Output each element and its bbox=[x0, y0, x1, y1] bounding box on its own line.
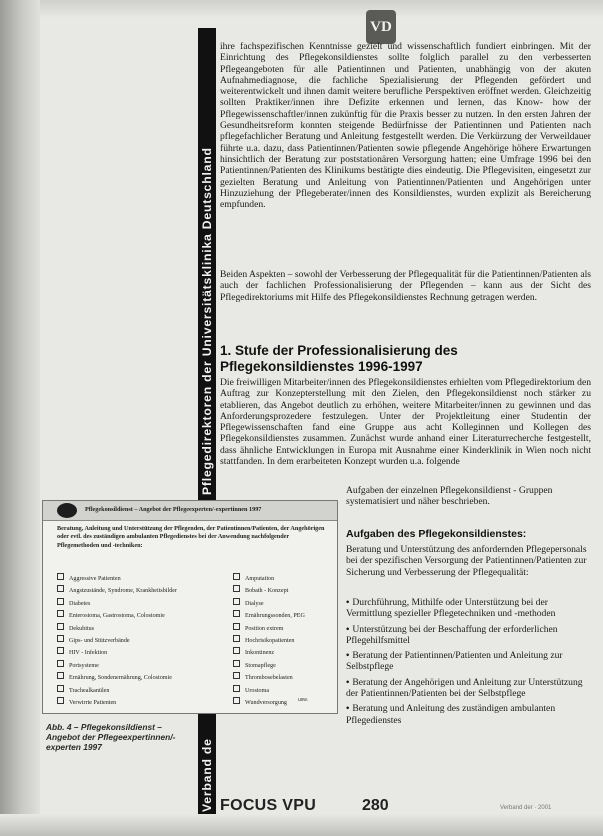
speech-bubble-icon bbox=[57, 503, 77, 518]
checkbox-icon bbox=[57, 660, 64, 667]
page-bottom-shadow bbox=[0, 814, 603, 836]
checkbox-icon bbox=[57, 697, 64, 704]
list-item: Wundversorgung bbox=[233, 697, 333, 709]
list-item: Stomapflege bbox=[233, 660, 333, 672]
figure-caption: Abb. 4 – Pflegekonsildienst – Angebot der Pflegeexpertinnen/-experten 1997 bbox=[46, 722, 176, 752]
list-item: Bobath - Konzept bbox=[233, 585, 333, 597]
page-number: 280 bbox=[362, 797, 389, 814]
list-item: HIV - Infektion bbox=[57, 647, 207, 659]
offer-box bbox=[42, 500, 338, 714]
list-item: Gips- und Stützverbände bbox=[57, 635, 207, 647]
list-item: Portsysteme bbox=[57, 660, 207, 672]
list-item: Hochrisikopatienten bbox=[233, 635, 333, 647]
checkbox-icon bbox=[57, 585, 64, 592]
checkbox-icon bbox=[233, 647, 240, 654]
list-item: Trachealkanülen bbox=[57, 685, 207, 697]
list-item: Angstzustände, Syndrome, Krankheitsbilder bbox=[57, 585, 207, 597]
checkbox-icon bbox=[57, 623, 64, 630]
checkbox-icon bbox=[57, 573, 64, 580]
list-item: • Durchführung, Mithilfe oder Unterstützung bei der Vermittlung spezieller Pflegetechniken und -methoden bbox=[346, 597, 556, 620]
sidebar-title-bottom: Verband de bbox=[200, 738, 214, 812]
offer-box-title: Pflegekonsildienst – Angebot der Pflegeexperten/-expertinnen 1997 bbox=[85, 506, 262, 513]
page-top-shadow bbox=[40, 0, 603, 18]
checkbox-icon bbox=[233, 660, 240, 667]
paragraph-1: ihre fachspezifischen Kenntnisse gezielt und wissenschaftlich fundiert einbringen. Mit der Einrichtung des Pflegekonsildienstes sollte folglich parallel zu den verbesserten Pflegeangeboten für alle Patientinnen und Patienten, unabhängig von der akuten Aufnahmediagnose, die fachliche Spezialisierung der Pflegenden gefördert und weiterentwickelt und ihnen damit weitere berufliche Perspektiven eröffnet werden. Gleichzeitig sollten Praktiker/innen ihre Defizite erkennen und lernen, das Know- how der Pflegewissenschaftler/innen zukünftig für die Praxis besser zu nutzen. In den ersten Jahren der Gesundheitsreform konnten steigende Bedürfnisse der Patientinnen und Patienten nach pflegefachlicher Beratung und Anleitung festgestellt werden. Die Verkürzung der Verweildauer führte u.a. dazu, dass Patientinnen/Patienten sowie pflegende Angehörige höhere Erwartungen hinsichtlich der Beratung zur poststationären Versorgung hatten; eine Umfrage 1996 bei den Patientinnen/Patienten des Klinikums bestätigte dies eindeutig. Die Pflegevisiten, eingesetzt zur gezielten Beratung und Anleitung von Patientinnen/Patienten und Angehörigen unter Hinzuziehung der Pflegeberater/innen des Konsildienstes, wurden explizit als Bereicherung empfunden. bbox=[220, 41, 591, 211]
list-item: Inkontinenz bbox=[233, 647, 333, 659]
checkbox-icon bbox=[57, 610, 64, 617]
offer-list-right bbox=[233, 573, 333, 709]
list-item: Urostoma bbox=[233, 685, 333, 697]
paragraph-2: Beiden Aspekten – sowohl der Verbesserung der Pflegequalität für die Patientinnen/Patienten als auch der fachlichen Professionalisierung der Pflegenden – kann aus der Sicht des Pflegedirektoriums mit Hilfe des Pflegekonsildienstes Rechnung getragen werden. bbox=[220, 269, 591, 303]
bullet-icon: • bbox=[346, 703, 350, 715]
list-item: Aggressive Patienten bbox=[57, 573, 207, 585]
checkbox-icon bbox=[233, 598, 240, 605]
checkbox-icon bbox=[57, 672, 64, 679]
offer-box-header bbox=[43, 501, 337, 521]
list-item: Dekubitus bbox=[57, 623, 207, 635]
checkbox-icon bbox=[233, 672, 240, 679]
checkbox-icon bbox=[233, 623, 240, 630]
checkbox-icon bbox=[233, 585, 240, 592]
list-item: Thrombosebelasten bbox=[233, 672, 333, 684]
list-item: • Beratung und Anleitung des zuständigen ambulanten Pflegedienstes bbox=[346, 703, 556, 726]
checkbox-icon bbox=[233, 685, 240, 692]
paragraph-3: Die freiwilligen Mitarbeiter/innen des Pflegekonsildienstes erhielten vom Pflegedirektorium den Auftrag zur Konzepterstellung mit den Zielen, den Pflegekonsildienst noch stärker zu etablieren, das Angebot deutlich zu erhöhen, weitere Mitarbeiter/innen zu gewinnen und das Anforderungsprozedere festzulegen. Unter der Projektleitung einer Studentin der Pflegewissenschaften fand eine Gruppe aus acht Kolleginnen und Kollegen des Pflegekonsildienstes zusammen. Zunächst wurde anhand einer Literaturrecherche festgestellt, dass ähnliche Entwicklungen in Europa mit Ausnahme einer Kinderklinik in Wien noch nicht stattfanden. In dem erarbeiteten Konzept wurden u.a. folgende bbox=[220, 377, 591, 468]
checkbox-icon bbox=[57, 598, 64, 605]
tasks-heading: Aufgaben des Pflegekonsildienstes: bbox=[346, 528, 527, 540]
list-item: Amputation bbox=[233, 573, 333, 585]
bullet-icon: • bbox=[346, 650, 350, 662]
section-heading: 1. Stufe der Professionalisierung des Pflegekonsildienstes 1996-1997 bbox=[220, 343, 458, 374]
list-item: Ernährungssonden, PEG bbox=[233, 610, 333, 622]
list-item: Diabetes bbox=[57, 598, 207, 610]
list-item: Ernährung, Sondenernährung, Colostomie bbox=[57, 672, 207, 684]
checkbox-icon bbox=[57, 635, 64, 642]
bullet-icon: • bbox=[346, 597, 350, 608]
tasks-list bbox=[346, 597, 591, 730]
list-item: Verwirrte Patienten bbox=[57, 697, 207, 709]
sidebar-title: Pflegedirektoren der Universitätsklinika Deutschland bbox=[200, 147, 214, 495]
page-edge-shadow bbox=[0, 0, 40, 836]
bullet-icon: • bbox=[346, 623, 350, 635]
footer-note: Verband der · 2001 bbox=[500, 805, 552, 811]
list-item: Enterostoma, Gastrostoma, Colostomie bbox=[57, 610, 207, 622]
journal-brand: FOCUS VPU bbox=[220, 797, 317, 814]
checkbox-icon bbox=[233, 697, 240, 704]
list-item: Dialyse bbox=[233, 598, 333, 610]
bullet-icon: • bbox=[346, 676, 350, 688]
offer-box-ellipsis: usw. bbox=[298, 697, 309, 703]
checkbox-icon bbox=[57, 647, 64, 654]
checkbox-icon bbox=[233, 573, 240, 580]
offer-box-intro: Beratung, Anleitung und Unterstützung der Pflegenden, der Patientinnen/Patienten, der Angehörigen oder evtl. des zuständigen ambulanten Pflegedienstes bei der Anwendung nachfolgender Pflegemethoden und -techniken: bbox=[57, 525, 325, 549]
tasks-intro: Beratung und Unterstützung des anfordernden Pflegepersonals bei der spezifischen Versorgung der Patientinnen/Patienten zur Sicherung und Verbesserung der Pflegequalität: bbox=[346, 544, 587, 578]
offer-list-left bbox=[57, 573, 207, 709]
list-item: • Unterstützung bei der Beschaffung der erforderlichen Pflegehilfsmittel bbox=[346, 623, 558, 646]
checkbox-icon bbox=[233, 635, 240, 642]
checkbox-icon bbox=[233, 610, 240, 617]
publisher-logo: VD bbox=[366, 10, 396, 44]
list-item: • Beratung der Patientinnen/Patienten und Anleitung zur Selbstpflege bbox=[346, 650, 563, 673]
paragraph-3-continued: Aufgaben der einzelnen Pflegekonsildienst - Gruppen systematisiert und näher beschrieben. bbox=[346, 485, 553, 508]
list-item: Position extrem bbox=[233, 623, 333, 635]
list-item: • Beratung der Angehörigen und Anleitung zur Unterstützung der Patientinnen/Patienten bei der Selbstpflege bbox=[346, 676, 583, 700]
checkbox-icon bbox=[57, 685, 64, 692]
